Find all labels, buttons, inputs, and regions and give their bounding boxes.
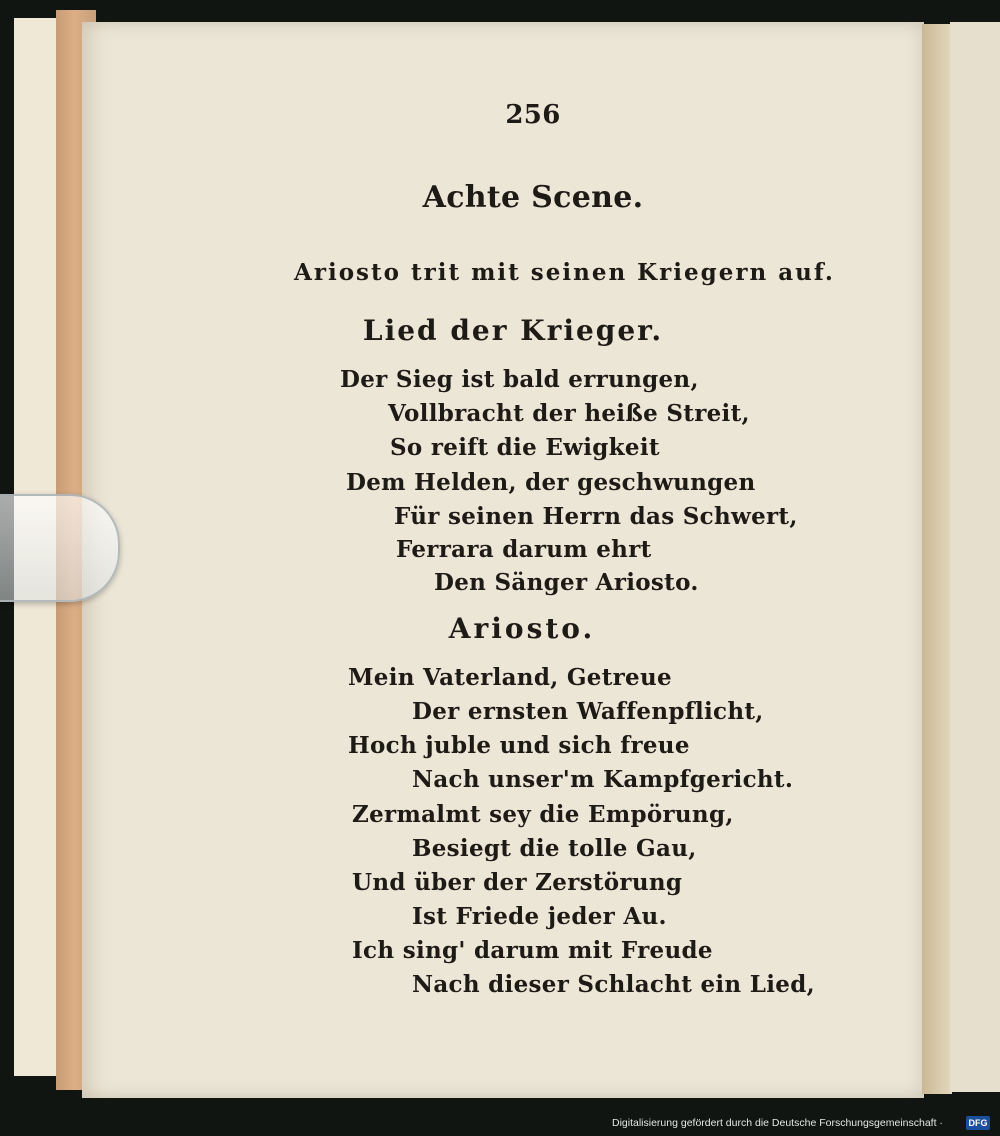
song-line: So reift die Ewigkeit	[390, 434, 660, 461]
song-title: Lied der Krieger.	[362, 314, 664, 347]
speech-line: Besiegt die tolle Gau,	[412, 835, 697, 862]
speech-line: Nach unser'm Kampfgericht.	[412, 766, 794, 793]
page-text	[82, 22, 924, 1098]
speech-line: Nach dieser Schlacht ein Lied,	[412, 971, 815, 998]
song-line: Den Sänger Ariosto.	[434, 569, 699, 596]
speech-line: Der ernsten Waffenpflicht,	[412, 698, 764, 725]
page-number: 256	[505, 100, 561, 130]
speech-line: Ich sing' darum mit Freude	[352, 937, 713, 964]
speech-line: Ist Friede jeder Au.	[412, 903, 667, 930]
song-line: Für seinen Herrn das Schwert,	[394, 503, 798, 530]
dfg-logo: DFG	[966, 1116, 990, 1130]
song-line: Vollbracht der heiße Streit,	[388, 400, 750, 427]
speech-line: Und über der Zerstörung	[352, 869, 683, 896]
speech-line: Zermalmt sey die Empörung,	[352, 801, 734, 828]
page-clip	[0, 494, 120, 602]
speaker-name: Ariosto.	[448, 612, 596, 645]
digitization-credit: Digitalisierung gefördert durch die Deutsche Forschungsgemeinschaft ·	[612, 1117, 943, 1129]
stage-direction: Ariosto trit mit seinen Kriegern auf.	[294, 259, 835, 286]
song-line: Dem Helden, der geschwungen	[346, 469, 756, 496]
speech-line: Hoch juble und sich freue	[348, 732, 690, 759]
scene-title: Achte Scene.	[422, 180, 644, 215]
speech-line: Mein Vaterland, Getreue	[348, 664, 672, 691]
song-line: Der Sieg ist bald errungen,	[340, 366, 699, 393]
song-line: Ferrara darum ehrt	[396, 536, 652, 563]
